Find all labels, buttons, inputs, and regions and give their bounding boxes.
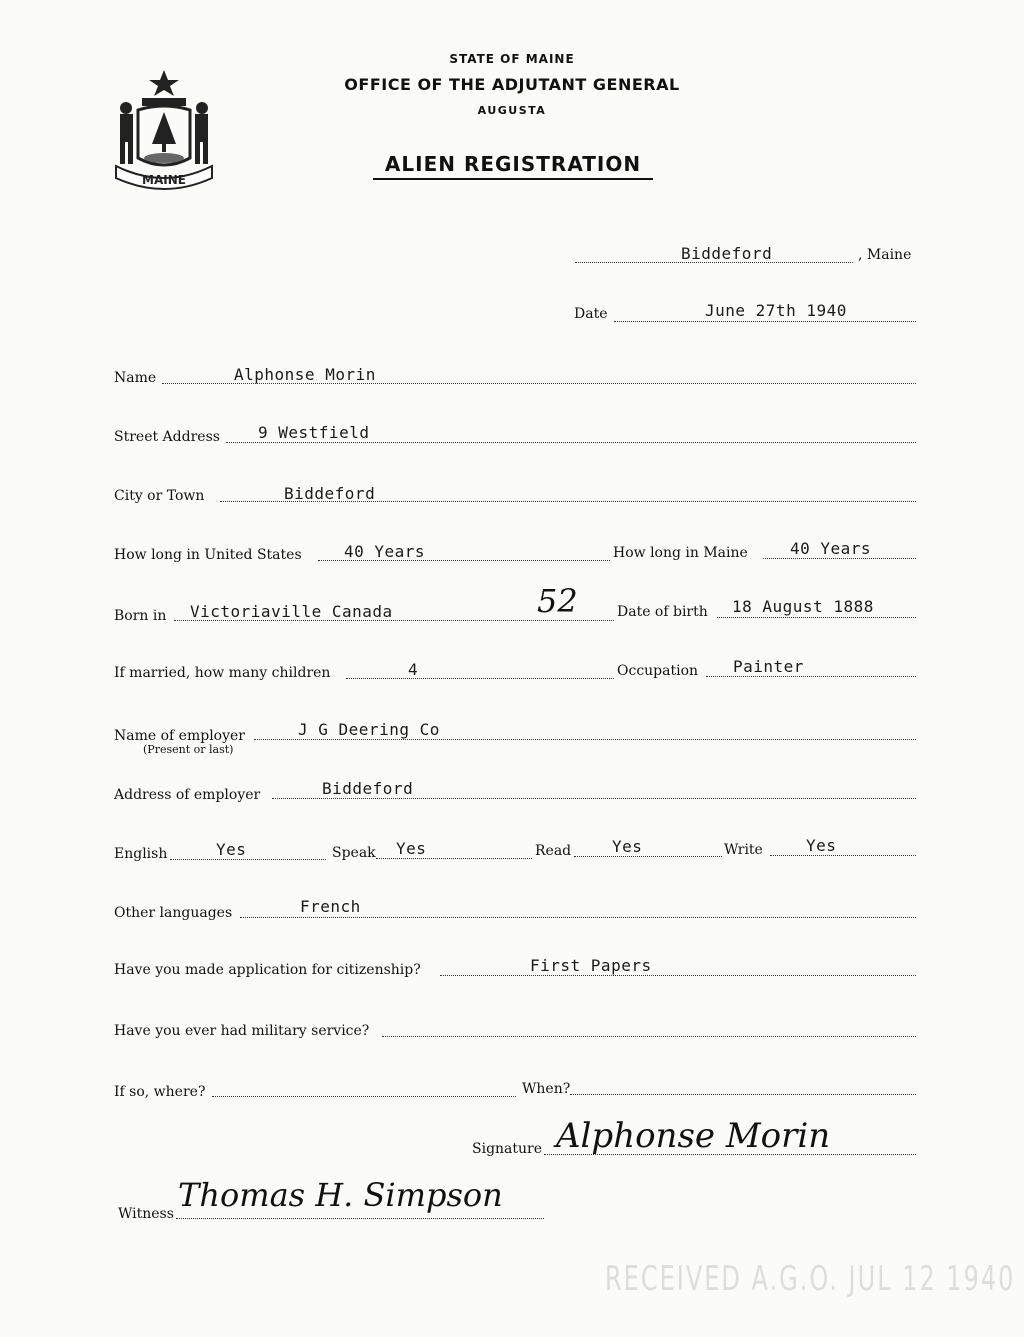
us-label: How long in United States [114, 547, 302, 563]
employer-address-line [272, 798, 916, 799]
when-label: When? [522, 1081, 571, 1097]
employer-value: J G Deering Co [298, 720, 440, 739]
dob-line [717, 617, 916, 618]
write-value: Yes [806, 836, 837, 855]
military-label: Have you ever had military service? [114, 1023, 370, 1039]
name-value: Alphonse Morin [234, 365, 376, 384]
read-label: Read [535, 843, 572, 859]
place-state-label: , Maine [858, 247, 912, 263]
employer-sublabel: (Present or last) [143, 743, 234, 756]
employer-line [254, 739, 916, 740]
employer-label: Name of employer [114, 728, 245, 744]
street-label: Street Address [114, 429, 220, 445]
occupation-line [706, 676, 916, 677]
us-value: 40 Years [344, 542, 426, 561]
street-value: 9 Westfield [258, 423, 370, 442]
received-stamp: RECEIVED A.G.O. JUL 12 1940 [605, 1259, 1016, 1299]
form-title: ALIEN REGISTRATION [373, 152, 653, 180]
header-office: OFFICE OF THE ADJUTANT GENERAL [344, 75, 680, 94]
where-line [212, 1096, 516, 1097]
city-value: Biddeford [284, 484, 376, 503]
occupation-label: Occupation [617, 663, 699, 679]
children-label: If married, how many children [114, 665, 331, 681]
speak-label: Speak [332, 845, 376, 861]
english-value: Yes [216, 840, 247, 859]
svg-text:MAINE: MAINE [142, 173, 186, 187]
dob-label: Date of birth [617, 604, 708, 620]
name-label: Name [114, 370, 157, 386]
age-handwritten: 52 [537, 582, 578, 620]
read-value: Yes [612, 837, 643, 856]
header-city: AUGUSTA [477, 104, 547, 117]
born-value: Victoriaville Canada [190, 602, 393, 621]
occupation-value: Painter [733, 657, 804, 676]
born-label: Born in [114, 608, 167, 624]
when-line [570, 1094, 916, 1095]
citizenship-value: First Papers [530, 956, 652, 975]
header-state: STATE OF MAINE [449, 52, 575, 66]
other-languages-label: Other languages [114, 905, 233, 921]
citizenship-label: Have you made application for citizenship? [114, 962, 421, 978]
write-label: Write [724, 842, 763, 858]
where-label: If so, where? [114, 1084, 206, 1100]
witness-label: Witness [118, 1206, 174, 1222]
witness-handwritten: Thomas H. Simpson [178, 1176, 503, 1214]
signature-label: Signature [472, 1141, 543, 1157]
place-city: Biddeford [681, 244, 773, 263]
other-languages-value: French [300, 897, 361, 916]
read-line [574, 856, 722, 857]
citizenship-line [440, 975, 916, 976]
speak-line [376, 858, 532, 859]
english-label: English [114, 846, 168, 862]
maine-line [763, 558, 916, 559]
write-line [770, 855, 916, 856]
maine-value: 40 Years [790, 539, 872, 558]
witness-line [176, 1218, 544, 1219]
dob-value: 18 August 1888 [732, 597, 874, 616]
signature-handwritten: Alphonse Morin [556, 1116, 831, 1156]
military-line [382, 1036, 916, 1037]
speak-value: Yes [396, 839, 427, 858]
maine-label: How long in Maine [613, 545, 748, 561]
children-value: 4 [408, 660, 419, 679]
city-label: City or Town [114, 488, 205, 504]
date-value: June 27th 1940 [705, 301, 847, 320]
english-line [170, 859, 326, 860]
children-line [346, 678, 614, 679]
other-languages-line [240, 917, 916, 918]
street-line [226, 442, 916, 443]
date-line [614, 321, 916, 322]
date-label: Date [574, 306, 608, 322]
employer-address-value: Biddeford [322, 779, 414, 798]
employer-address-label: Address of employer [114, 787, 261, 803]
